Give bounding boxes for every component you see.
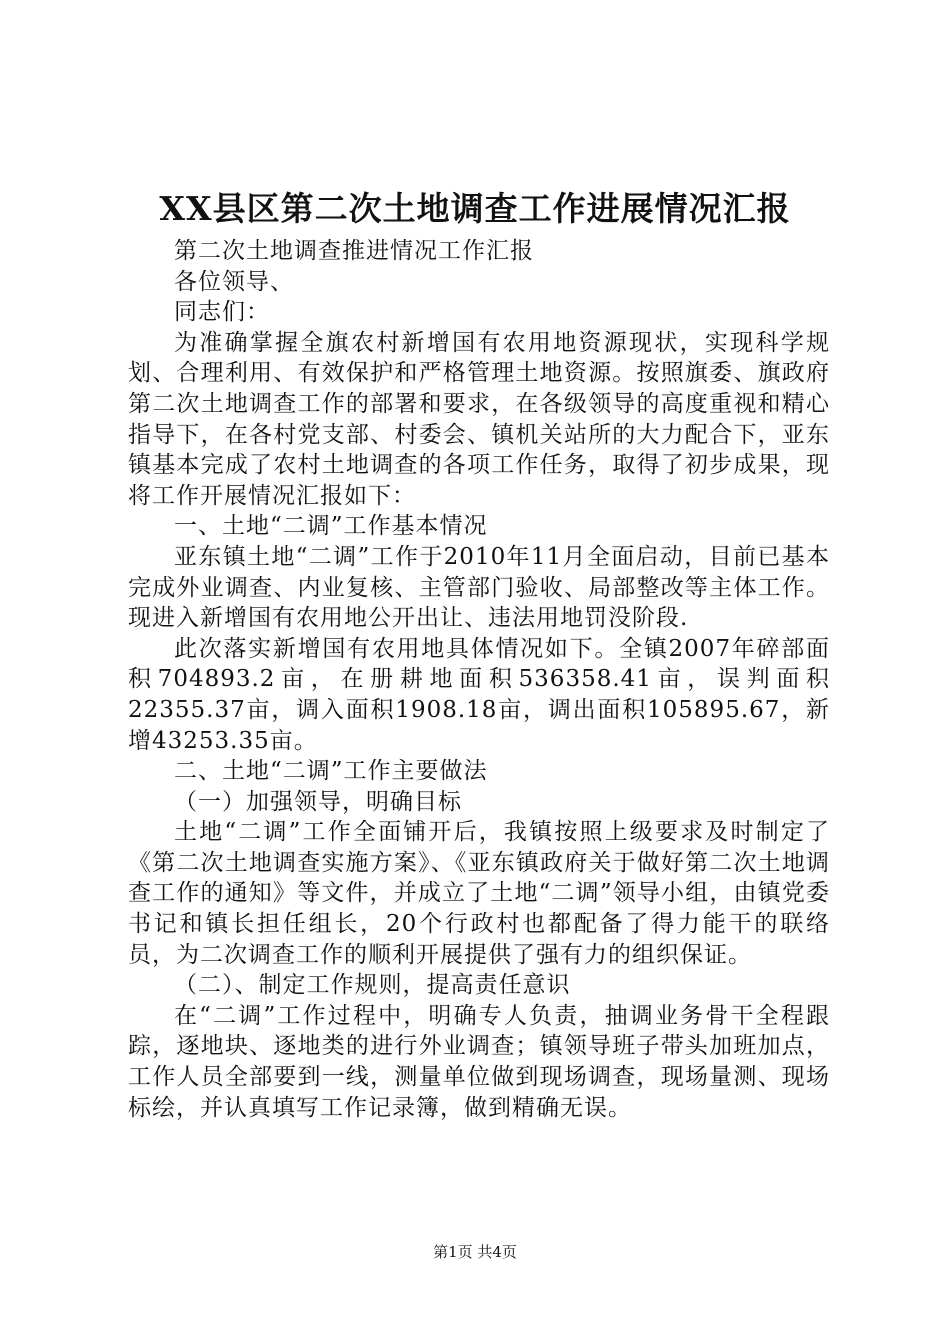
salutation-line: 同志们：	[174, 299, 270, 326]
paragraph: 在“二调”工作过程中，明确专人负责，抽调业务骨干全程跟踪，逐地块、逐地类的进行外业调查；镇领导班子带头加班加点，工作人员全部要到一线，测量单位做到现场调查，现场量测、现场标绘，并认真填写工作记录簿，做到精确无误。	[128, 1002, 830, 1121]
section-heading: 一、土地“二调”工作基本情况	[174, 513, 488, 540]
paragraph: 此次落实新增国有农用地具体情况如下。全镇2007年碎部面积704893.2亩，在册耕地面积536358.41亩，误判面积22355.37亩，调入面积1908.18亩，调出面积105895.67，新增43253.35亩。	[128, 635, 830, 754]
page-footer: 第1页 共4页	[433, 1243, 517, 1261]
salutation-line: 各位领导、	[174, 268, 294, 295]
subtitle-line: 第二次土地调查推进情况工作汇报	[174, 238, 534, 264]
paragraph: 亚东镇土地“二调”工作于2010年11月全面启动，目前已基本完成外业调查、内业复核、主管部门验收、局部整改等主体工作。现进入新增国有农用地公开出让、违法用地罚没阶段.	[128, 543, 830, 632]
document-title: XX县区第二次土地调查工作进展情况汇报	[159, 189, 791, 228]
subsection-heading: （一）加强领导，明确目标	[174, 788, 462, 815]
subsection-heading: （二）、制定工作规则，提高责任意识	[174, 972, 571, 999]
paragraph: 为准确掌握全旗农村新增国有农用地资源现状，实现科学规划、合理利用、有效保护和严格管理土地资源。按照旗委、旗政府第二次土地调查工作的部署和要求，在各级领导的高度重视和精心指导下，在各村党支部、村委会、镇机关站所的大力配合下，亚东镇基本完成了农村土地调查的各项工作任务，取得了初步成果，现将工作开展情况汇报如下：	[128, 329, 830, 509]
paragraph: 土地“二调”工作全面铺开后，我镇按照上级要求及时制定了《第二次土地调查实施方案》、《亚东镇政府关于做好第二次土地调查工作的通知》等文件，并成立了土地“二调”领导小组，由镇党委书记和镇长担任组长，20个行政村也都配备了得力能干的联络员，为二次调查工作的顺利开展提供了强有力的组织保证。	[128, 819, 830, 968]
section-heading: 二、土地“二调”工作主要做法	[174, 758, 488, 785]
document-body	[128, 236, 830, 1123]
